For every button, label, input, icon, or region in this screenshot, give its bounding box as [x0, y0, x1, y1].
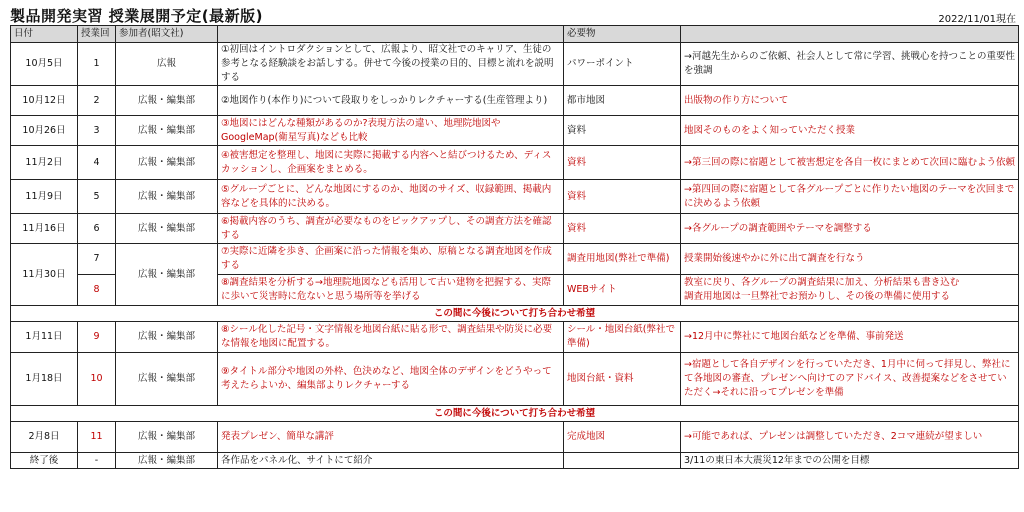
header-row — [11, 26, 1019, 43]
row-participants: 広報・編集部 — [116, 353, 218, 406]
notice-row — [11, 406, 1019, 422]
row-participants: 広報・編集部 — [116, 180, 218, 214]
row-content: ⑧シール化した記号・文字情報を地図台紙に貼る形で、調査結果や防災に必要な情報を地図に配置する。 — [218, 322, 564, 353]
table-row — [11, 146, 1019, 180]
row-date: 1月11日 — [11, 322, 78, 353]
row-required-items: 調査用地図(弊社で準備) — [564, 244, 681, 275]
row-notes: →河越先生からのご依頼、社会人として常に学習、挑戦心を持つことの重要性を強調 — [681, 43, 1019, 86]
row-content: ⑧調査結果を分析する→地理院地図なども活用して古い建物を把握する、実際に歩いて災害時に危ないと思う場所等を挙げる — [218, 275, 564, 306]
table-row — [11, 180, 1019, 214]
row-content: ④被害想定を整理し、地図に実際に掲載する内容へと結びつけるため、ディスカッションし、企画案をまとめる。 — [218, 146, 564, 180]
as-of-date: 2022/11/01現在 — [938, 14, 1016, 25]
row-participants: 広報・編集部 — [116, 146, 218, 180]
notice-text: この間に今後について打ち合わせ希望 — [11, 306, 1019, 322]
row-required-items: 資料 — [564, 214, 681, 244]
row-required-items: 資料 — [564, 116, 681, 146]
header-participants: 参加者(昭文社) — [116, 26, 218, 43]
row-content: ③地図にはどんな種類があるのか?表現方法の違い、地理院地図やGoogleMap(衛星写真)なども比較 — [218, 116, 564, 146]
row-notes: →可能であれば、プレゼンは調整していただき、2コマ連続が望ましい — [681, 422, 1019, 453]
row-date: 10月26日 — [11, 116, 78, 146]
row-notes: →12月中に弊社にて地図台紙などを準備、事前発送 — [681, 322, 1019, 353]
row-lesson-number: 2 — [78, 86, 116, 116]
row-lesson-number: 10 — [78, 353, 116, 406]
row-required-items: 完成地図 — [564, 422, 681, 453]
header-date: 日付 — [11, 26, 78, 43]
row-required-items: WEBサイト — [564, 275, 681, 306]
row-content: ⑦実際に近隣を歩き、企画案に沿った情報を集め、原稿となる調査地図を作成する — [218, 244, 564, 275]
header-notes — [681, 26, 1019, 43]
row-lesson-number: 5 — [78, 180, 116, 214]
row-required-items: 都市地図 — [564, 86, 681, 116]
row-date: 10月12日 — [11, 86, 78, 116]
row-participants: 広報・編集部 — [116, 453, 218, 469]
row-content: ⑨タイトル部分や地図の外枠、色決めなど、地図全体のデザインをどうやって考えたらよいか、編集部よりレクチャーする — [218, 353, 564, 406]
table-row — [11, 353, 1019, 406]
notice-text: この間に今後について打ち合わせ希望 — [11, 406, 1019, 422]
row-content: ②地図作り(本作り)について段取りをしっかりレクチャーする(生産管理より) — [218, 86, 564, 116]
page-title: 製品開発実習 授業展開予定(最新版) — [10, 7, 263, 25]
row-participants: 広報・編集部 — [116, 322, 218, 353]
row-notes-line: 調査用地図は一旦弊社でお預かりし、その後の準備に使用する — [684, 291, 951, 302]
row-required-items: 地図台紙・資料 — [564, 353, 681, 406]
row-content: ⑤グループごとに、どんな地図にするのか、地図のサイズ、収録範囲、掲載内容などを具体的に決める。 — [218, 180, 564, 214]
row-date: 10月5日 — [11, 43, 78, 86]
row-required-items: パワーポイント — [564, 43, 681, 86]
row-participants: 広報・編集部 — [116, 422, 218, 453]
row-date: 11月30日 — [11, 244, 78, 306]
row-notes: 地図そのものをよく知っていただく授業 — [681, 116, 1019, 146]
row-date: 2月8日 — [11, 422, 78, 453]
row-notes: →宿題として各自デザインを行っていただき、1月中に伺って拝見し、弊社にて各地図の審査、プレゼンへ向けてのアドバイス、改善提案などをさせていただく→それに沿ってプレゼンを準備 — [681, 353, 1019, 406]
row-lesson-number: - — [78, 453, 116, 469]
notice-row — [11, 306, 1019, 322]
row-content: ①初回はイントロダクションとして、広報より、昭文社でのキャリア、生徒の参考となる経験談をお話しする。併せて今後の授業の目的、目標と流れを説明する — [218, 43, 564, 86]
table-row — [11, 86, 1019, 116]
table-row — [11, 43, 1019, 86]
row-notes: 授業開始後速やかに外に出て調査を行なう — [681, 244, 1019, 275]
row-notes: →各グループの調査範囲やテーマを調整する — [681, 214, 1019, 244]
table-row — [11, 116, 1019, 146]
row-notes: →第四回の際に宿題として各グループごとに作りたい地図のテーマを次回までに決めるよう依頼 — [681, 180, 1019, 214]
row-required-items: 資料 — [564, 146, 681, 180]
row-participants: 広報・編集部 — [116, 116, 218, 146]
row-notes: 出版物の作り方について — [681, 86, 1019, 116]
table-row — [11, 322, 1019, 353]
row-lesson-number: 3 — [78, 116, 116, 146]
row-lesson-number: 1 — [78, 43, 116, 86]
schedule-table — [10, 25, 1019, 469]
row-lesson-number: 4 — [78, 146, 116, 180]
row-lesson-number: 8 — [78, 275, 116, 306]
row-content: 各作品をパネル化、サイトにて紹介 — [218, 453, 564, 469]
row-date: 11月16日 — [11, 214, 78, 244]
row-required-items: シール・地図台紙(弊社で準備) — [564, 322, 681, 353]
row-required-items: 資料 — [564, 180, 681, 214]
row-content: ⑥掲載内容のうち、調査が必要なものをピックアップし、その調査方法を確認する — [218, 214, 564, 244]
table-row — [11, 422, 1019, 453]
row-lesson-number: 6 — [78, 214, 116, 244]
table-row — [11, 453, 1019, 469]
row-participants: 広報・編集部 — [116, 86, 218, 116]
header-required-items: 必要物 — [564, 26, 681, 43]
row-notes: 3/11の東日本大震災12年までの公開を目標 — [681, 453, 1019, 469]
row-notes: →第三回の際に宿題として被害想定を各自一枚にまとめて次回に臨むよう依頼 — [681, 146, 1019, 180]
row-date: 11月2日 — [11, 146, 78, 180]
row-participants: 広報・編集部 — [116, 214, 218, 244]
row-lesson-number: 7 — [78, 244, 116, 275]
row-notes-line: 教室に戻り、各グループの調査結果に加え、分析結果も書き込む — [684, 277, 960, 288]
row-participants: 広報・編集部 — [116, 244, 218, 306]
table-row — [11, 244, 1019, 275]
row-date: 終了後 — [11, 453, 78, 469]
row-date: 11月9日 — [11, 180, 78, 214]
row-notes — [681, 275, 1019, 306]
row-date: 1月18日 — [11, 353, 78, 406]
table-row — [11, 214, 1019, 244]
header-lesson-number: 授業回 — [78, 26, 116, 43]
row-required-items — [564, 453, 681, 469]
header-content — [218, 26, 564, 43]
row-lesson-number: 11 — [78, 422, 116, 453]
row-lesson-number: 9 — [78, 322, 116, 353]
row-participants: 広報 — [116, 43, 218, 86]
row-content: 発表プレゼン、簡単な講評 — [218, 422, 564, 453]
